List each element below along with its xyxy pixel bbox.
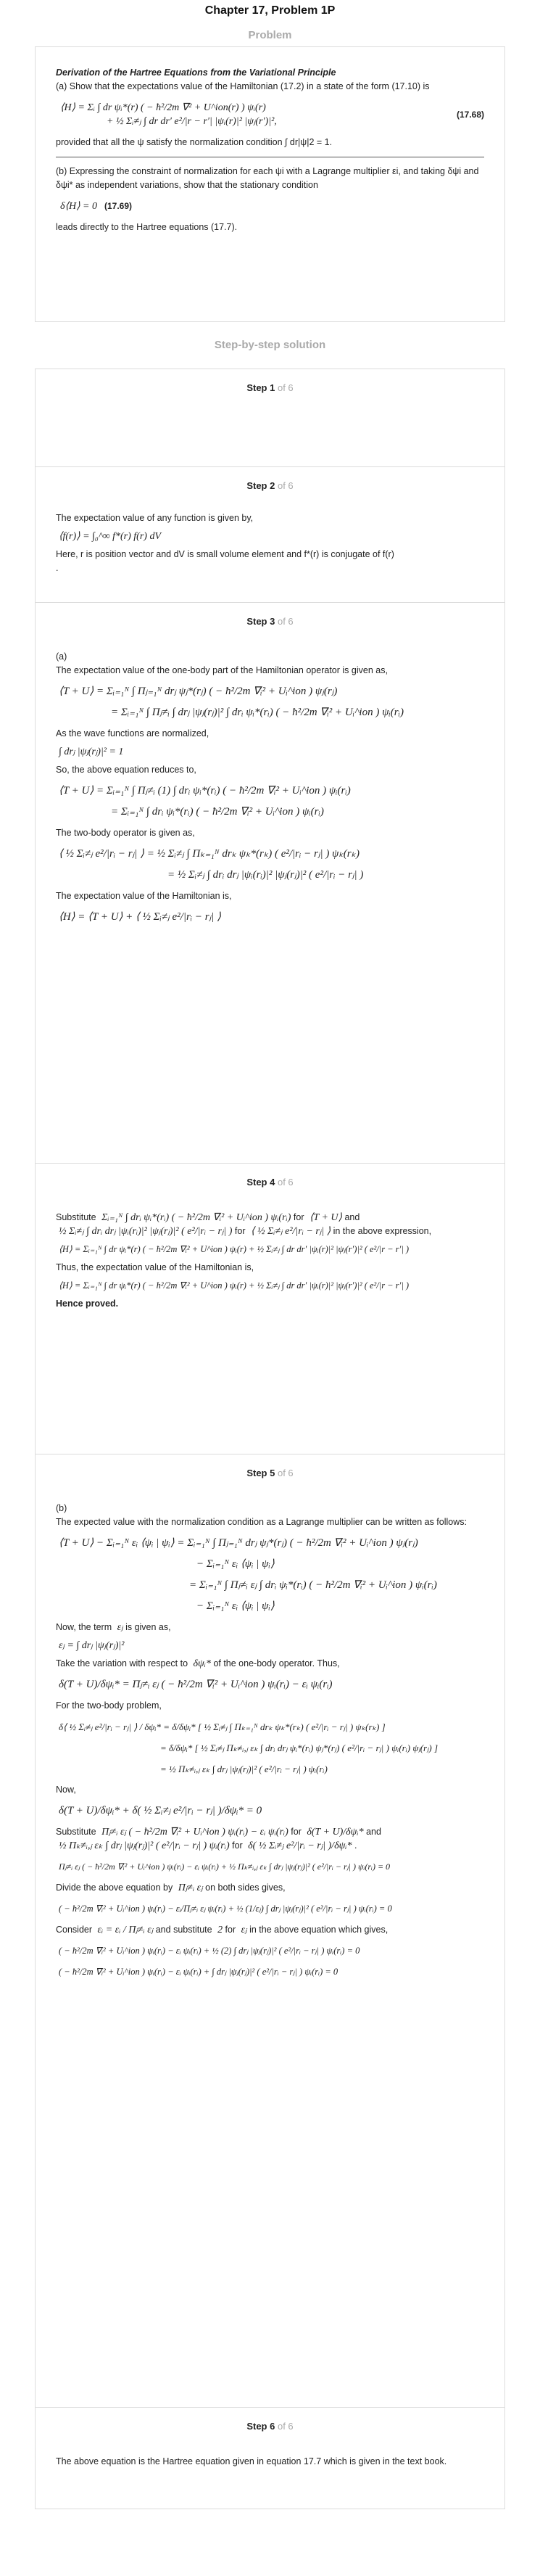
step-3-text-1: The expectation value of the one-body part of the Hamiltonian operator is given as,	[56, 665, 388, 675]
step-3-math-6: ⟨ ½ Σᵢ≠ⱼ e²/|rᵢ − rⱼ| ⟩ = ½ Σᵢ≠ⱼ ∫ Πₖ₌₁ᴺ drₖ ψₖ*(rₖ) ( e²/|rᵢ − rⱼ| ) ψₖ(rₖ)	[59, 848, 360, 860]
step-4-math-1: ⟨H⟩ = Σᵢ₌₁ᴺ ∫ dr ψᵢ*(r) ( − ħ²/2m ∇ᵢ² + U^ion ) ψᵢ(r) + ½ Σᵢ≠ⱼ ∫ dr dr′ |ψᵢ(r)|² |ψⱼ(r′)|² ( e²/|r − r′| )	[59, 1244, 410, 1254]
equation-17-68	[60, 101, 484, 128]
step-5-text: Divide the above equation by	[56, 1882, 173, 1893]
step-5-math: δ( ½ Σᵢ≠ⱼ e²/|rᵢ − rⱼ| )/δψᵢ*	[248, 1840, 352, 1851]
step-5-math-10: δ(T + U)/δψᵢ* + δ( ½ Σᵢ≠ⱼ e²/|rᵢ − rⱼ| )/δψᵢ* = 0	[59, 1805, 262, 1816]
step-5-line-8	[56, 1881, 484, 1895]
step-1-card	[35, 369, 505, 467]
step-4-substitute-line-2	[56, 1225, 484, 1238]
step-3-text-2: As the wave functions are normalized,	[56, 728, 209, 738]
step-3-math-3: ∫ drⱼ |ψⱼ(rⱼ)|² = 1	[59, 746, 124, 757]
step-3-part: (a)	[56, 651, 67, 662]
problem-part-b-end: leads directly to the Hartree equations (17.7).	[56, 222, 238, 232]
step-6-header	[36, 2408, 504, 2439]
step-5-math: Πⱼ≠ᵢ εⱼ ( − ħ²/2m ∇ᵢ² + Uᵢ^ion ) ψᵢ(rᵢ) − εᵢ ψᵢ(rᵢ)	[101, 1827, 288, 1838]
step-4-header	[36, 1164, 504, 1195]
equation-17-68-line2: + ½ Σᵢ≠ⱼ ∫ dr dr′ e²/|r − r′| |ψᵢ(r)|² |ψⱼ(r′)|²,	[107, 116, 277, 127]
step-5-math-2: − Σᵢ₌₁ᴺ εᵢ ⟨ψᵢ | ψᵢ⟩	[196, 1558, 275, 1570]
step-3-of: of 6	[277, 616, 294, 627]
step-5-math-4: − Σᵢ₌₁ᴺ εᵢ ⟨ψᵢ | ψᵢ⟩	[196, 1600, 275, 1612]
equation-17-68-line1: ⟨H⟩ = Σᵢ ∫ dr ψᵢ*(r) ( − ħ²/2m ∇² + U^ion(r) ) ψᵢ(r)	[60, 102, 266, 113]
step-5-math-9: = ½ Πₖ≠ᵢ,ⱼ εₖ ∫ drⱼ |ψⱼ(rⱼ)|² ( e²/|rᵢ − rⱼ| ) ψᵢ(rᵢ)	[160, 1764, 328, 1774]
step-5-text-1: The expected value with the normalization condition as a Lagrange multiplier can be written as follows:	[56, 1517, 467, 1527]
step-5-math: δψᵢ*	[193, 1658, 211, 1669]
step-2-label: Step 2	[246, 480, 275, 491]
step-4-proved: Hence proved.	[56, 1299, 119, 1309]
step-6-body	[36, 2439, 504, 2482]
step-1-header	[36, 369, 504, 400]
step-3-math-4: ⟨T + U⟩ = Σᵢ₌₁ᴺ ∫ Πⱼ≠ᵢ (1) ∫ drᵢ ψᵢ*(rᵢ) ( − ħ²/2m ∇ᵢ² + Uᵢ^ion ) ψᵢ(rᵢ)	[59, 785, 351, 797]
step-5-math: εᵢ = εᵢ / Πⱼ≠ᵢ εⱼ	[97, 1925, 154, 1935]
step-5-line-9	[56, 1923, 484, 1937]
step-3-math-5: = Σᵢ₌₁ᴺ ∫ drᵢ ψᵢ*(rᵢ) ( − ħ²/2m ∇ᵢ² + Uᵢ^ion ) ψᵢ(rᵢ)	[111, 806, 324, 818]
step-5-text: Substitute	[56, 1827, 96, 1837]
step-5-line-3	[56, 1657, 484, 1671]
step-3-card	[35, 603, 505, 1164]
step-5-header	[36, 1454, 504, 1486]
step-5-line-7	[56, 1839, 484, 1853]
problem-part-a-end: provided that all the ψ satisfy the normalization condition ∫ dr|ψ|2 = 1.	[56, 137, 333, 147]
equation-17-69-tag: (17.69)	[104, 201, 133, 211]
step-5-body	[36, 1486, 504, 1999]
step-4-substitute-line-1	[56, 1211, 484, 1225]
step-3-body	[36, 634, 504, 945]
step-2-body	[36, 498, 504, 588]
step-3-text-5: The expectation value of the Hamiltonian is,	[56, 891, 232, 901]
step-5-text-4: For the two-body problem,	[56, 1700, 162, 1711]
step-4-text: for	[234, 1226, 246, 1236]
step-5-math-13: ( − ħ²/2m ∇ᵢ² + Uᵢ^ion ) ψᵢ(rᵢ) − εᵢ ψᵢ(rᵢ) + ½ (2) ∫ drⱼ |ψⱼ(rⱼ)|² ( e²/|rᵢ − rⱼ| ) ψᵢ(rᵢ) = 0	[59, 1946, 360, 1956]
step-3-text-4: The two-body operator is given as,	[56, 828, 195, 838]
step-5-text: .	[354, 1840, 357, 1851]
step-3-label: Step 3	[246, 616, 275, 627]
step-2-text-3: .	[56, 563, 59, 573]
step-4-body	[36, 1195, 504, 1324]
step-5-text: Consider	[56, 1925, 93, 1935]
step-6-of: of 6	[277, 2421, 294, 2432]
step-5-line-2	[56, 1621, 484, 1634]
step-1-of: of 6	[277, 382, 294, 393]
solution-label: Step-by-step solution	[214, 339, 326, 351]
step-5-math: ½ Πₖ≠ᵢ,ⱼ εₖ ∫ drⱼ |ψⱼ(rⱼ)|² ( e²/|rᵢ − rⱼ| ) ψᵢ(rᵢ)	[59, 1840, 230, 1851]
step-5-math-5: εⱼ = ∫ drⱼ |ψⱼ(rⱼ)|²	[59, 1640, 125, 1651]
step-4-math: Σᵢ₌₁ᴺ ∫ drᵢ ψᵢ*(rᵢ) ( − ħ²/2m ∇ᵢ² + Uᵢ^ion ) ψᵢ(rᵢ)	[101, 1212, 291, 1223]
step-5-text: Take the variation with respect to	[56, 1658, 188, 1668]
step-3-math-2: = Σᵢ₌₁ᴺ ∫ Πⱼ≠ᵢ ∫ drⱼ |ψⱼ(rⱼ)|² ∫ drᵢ ψᵢ*(rᵢ) ( − ħ²/2m ∇ᵢ² + Uᵢ^ion ) ψᵢ(rᵢ)	[111, 707, 404, 718]
step-4-of: of 6	[277, 1177, 294, 1188]
step-5-line-6	[56, 1825, 484, 1839]
step-2-math-1: ⟨f(r)⟩ = ∫₀^∞ f*(r) f(r) dV	[59, 531, 161, 542]
step-5-text: of the one-body operator. Thus,	[213, 1658, 340, 1668]
step-1-label: Step 1	[246, 382, 275, 393]
step-2-text-2: Here, r is position vector and dV is small volume element and f*(r) is conjugate of f(r)	[56, 549, 394, 559]
step-5-math-12: ( − ħ²/2m ∇ᵢ² + Uᵢ^ion ) ψᵢ(rᵢ) − εᵢ/Πⱼ≠ᵢ εⱼ ψᵢ(rᵢ) + ½ (1/εⱼ) ∫ drⱼ |ψⱼ(rⱼ)|² ( e²/|rᵢ − rⱼ| ) ψᵢ(rᵢ) = 0	[59, 1904, 392, 1914]
step-5-text: for	[232, 1840, 243, 1851]
step-3-header	[36, 603, 504, 634]
step-3-text-3: So, the above equation reduces to,	[56, 765, 196, 775]
step-3-math-1: ⟨T + U⟩ = Σᵢ₌₁ᴺ ∫ Πⱼ₌₁ᴺ drⱼ ψⱼ*(rⱼ) ( − ħ²/2m ∇ᵢ² + Uᵢ^ion ) ψⱼ(rⱼ)	[59, 686, 338, 697]
step-5-of: of 6	[277, 1468, 294, 1478]
step-5-math-6: δ(T + U)/δψᵢ* = Πⱼ≠ᵢ εⱼ ( − ħ²/2m ∇ᵢ² + Uᵢ^ion ) ψᵢ(rᵢ) − εᵢ ψᵢ(rᵢ)	[59, 1679, 333, 1690]
step-5-math-8: = δ/δψᵢ* [ ½ Σᵢ≠ⱼ Πₖ≠ᵢ,ⱼ εₖ ∫ drᵢ drⱼ ψᵢ*(rᵢ) ψⱼ*(rⱼ) ( e²/|rᵢ − rⱼ| ) ψᵢ(rᵢ) ψⱼ(rⱼ) ]	[160, 1742, 438, 1753]
step-2-header	[36, 467, 504, 498]
step-5-math-1: ⟨T + U⟩ − Σᵢ₌₁ᴺ εᵢ ⟨ψᵢ | ψᵢ⟩ = Σᵢ₌₁ᴺ ∫ Πⱼ₌₁ᴺ drⱼ ψⱼ*(rⱼ) ( − ħ²/2m ∇ᵢ² + Uᵢ^ion ) ψⱼ(rⱼ)	[59, 1537, 418, 1549]
step-5-text: for	[225, 1925, 236, 1935]
step-3-math-8: ⟨H⟩ = ⟨T + U⟩ + ⟨ ½ Σᵢ≠ⱼ e²/|rᵢ − rⱼ| ⟩	[59, 911, 221, 923]
step-6-label: Step 6	[246, 2421, 275, 2432]
step-5-text-5: Now,	[56, 1785, 76, 1795]
equation-17-69	[60, 199, 484, 213]
step-5-text: Now, the term	[56, 1622, 112, 1632]
step-4-math-2: ⟨H⟩ = Σᵢ₌₁ᴺ ∫ dr ψᵢ*(r) ( − ħ²/2m ∇ᵢ² + U^ion ) ψᵢ(r) + ½ Σᵢ≠ⱼ ∫ dr dr′ |ψᵢ(r)|² |ψⱼ(r′)|² ( e²/|r − r′| )	[59, 1280, 410, 1291]
problem-card	[35, 46, 505, 322]
step-3-math-7: = ½ Σᵢ≠ⱼ ∫ drᵢ drⱼ |ψᵢ(rᵢ)|² |ψⱼ(rⱼ)|² ( e²/|rᵢ − rⱼ| )	[167, 869, 364, 881]
step-4-text: for	[293, 1212, 304, 1222]
step-5-card	[35, 1454, 505, 2408]
step-5-math-3: = Σᵢ₌₁ᴺ ∫ Πⱼ≠ᵢ εⱼ ∫ drᵢ ψᵢ*(rᵢ) ( − ħ²/2m ∇ᵢ² + Uᵢ^ion ) ψᵢ(rᵢ)	[189, 1579, 437, 1591]
equation-17-68-tag: (17.68)	[456, 109, 484, 120]
problem-part-a: (a) Show that the expectations value of the Hamiltonian (17.2) in a state of the form (17.10) is	[56, 81, 430, 91]
step-5-math: δ(T + U)/δψᵢ*	[307, 1827, 364, 1838]
step-5-math-7: δ⟨ ½ Σᵢ≠ⱼ e²/|rᵢ − rⱼ| ⟩ / δψᵢ* = δ/δψᵢ* [ ½ Σᵢ≠ⱼ ∫ Πₖ₌₁ᴺ drₖ ψₖ*(rₖ) ( e²/|rᵢ − rⱼ| ) ψₖ(rₖ) ]	[59, 1721, 386, 1732]
step-5-text: for	[291, 1827, 302, 1837]
equation-17-69-body: δ⟨H⟩ = 0	[60, 201, 97, 212]
page-title: Chapter 17, Problem 1P	[204, 4, 336, 17]
step-5-math: εⱼ	[117, 1622, 123, 1633]
step-5-text: and	[366, 1827, 381, 1837]
step-4-text: in the above expression,	[333, 1226, 432, 1236]
step-4-text: Substitute	[56, 1212, 96, 1222]
step-4-math: ⟨ ½ Σᵢ≠ⱼ e²/|rᵢ − rⱼ| ⟩	[251, 1226, 331, 1237]
step-6-card	[35, 2408, 505, 2509]
step-5-math-11: Πⱼ≠ᵢ εⱼ ( − ħ²/2m ∇ᵢ² + Uᵢ^ion ) ψᵢ(rᵢ) − εᵢ ψᵢ(rᵢ) + ½ Πₖ≠ᵢ,ⱼ εₖ ∫ drⱼ |ψⱼ(rⱼ)|² ( e²/|rᵢ − rⱼ| ) ψᵢ(rᵢ) = 0	[59, 1861, 391, 1872]
step-5-math: 2	[217, 1925, 223, 1935]
problem-heading: Derivation of the Hartree Equations from the Variational Principle	[56, 67, 336, 78]
step-5-part: (b)	[56, 1503, 67, 1513]
step-4-text-1: Thus, the expectation value of the Hamiltonian is,	[56, 1262, 254, 1272]
step-4-card	[35, 1164, 505, 1454]
step-5-math: εⱼ	[241, 1925, 247, 1935]
problem-part-b: (b) Expressing the constraint of normalization for each ψi with a Lagrange multiplier εi, and taking δψi and δψi* as independent variations, show that the stationary condition	[56, 166, 479, 190]
step-6-text-1: The above equation is the Hartree equation given in equation 17.7 which is given in the text book.	[56, 2456, 447, 2466]
step-5-label: Step 5	[246, 1468, 275, 1478]
step-2-of: of 6	[277, 480, 294, 491]
step-4-text: and	[344, 1212, 360, 1222]
step-2-card	[35, 467, 505, 603]
step-5-text: is given as,	[125, 1622, 171, 1632]
step-5-math-14: ( − ħ²/2m ∇ᵢ² + Uᵢ^ion ) ψᵢ(rᵢ) − εᵢ ψᵢ(rᵢ) + ∫ drⱼ |ψⱼ(rⱼ)|² ( e²/|rᵢ − rⱼ| ) ψᵢ(rᵢ) = 0	[59, 1967, 338, 1977]
step-2-text-1: The expectation value of any function is given by,	[56, 513, 254, 523]
problem-label: Problem	[248, 29, 292, 41]
step-4-math: ⟨T + U⟩	[309, 1212, 342, 1223]
step-4-math: ½ Σᵢ≠ⱼ ∫ drᵢ drⱼ |ψᵢ(rᵢ)|² |ψⱼ(rⱼ)|² ( e²/|rᵢ − rⱼ| )	[59, 1226, 233, 1237]
step-5-text: in the above equation which gives,	[249, 1925, 389, 1935]
step-4-label: Step 4	[246, 1177, 275, 1188]
step-5-math: Πⱼ≠ᵢ εⱼ	[178, 1882, 203, 1893]
step-5-text: on both sides gives,	[205, 1882, 286, 1893]
step-5-text: and substitute	[155, 1925, 212, 1935]
